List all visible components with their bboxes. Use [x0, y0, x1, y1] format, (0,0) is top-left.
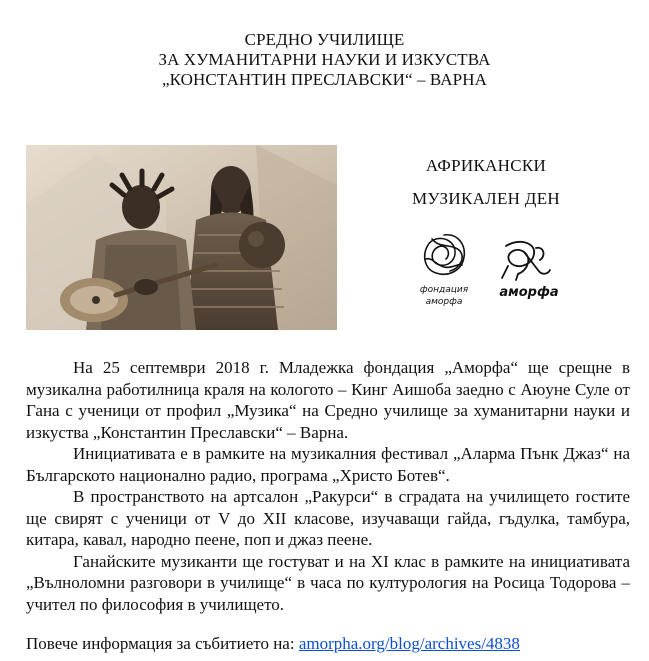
foundation-logo-text-2: аморфа	[425, 297, 463, 307]
more-info-line	[26, 634, 636, 654]
event-title-line-1: АФРИКАНСКИ	[425, 156, 547, 175]
more-info-label: Повече информация за събитието на:	[26, 634, 295, 653]
header-line-2: ЗА ХУМАНИТАРНИ НАУКИ И ИЗКУСТВА	[158, 50, 491, 69]
paragraph-4: Ганайските музиканти ще гостуват и на XI клас в рамките на инициативата „Вълноломни разговори в училище“ в часа по културология на Росица Тодорова – учител по философия в училището.	[26, 551, 630, 614]
header-line-3: „КОНСТАНТИН ПРЕСЛАВСКИ“ – ВАРНА	[162, 70, 487, 89]
amorpha-logo	[488, 236, 570, 302]
paragraph-3: В пространството на артсалон „Ракурси“ в сградата на училището гостите ще свирят с ученици от V до XII класове, изучаващи гайда, гъдулка, тамбура, китара, кавал, народно пеене, поп и джаз пеене.	[26, 487, 630, 549]
more-info-link[interactable]: amorpha.org/blog/archives/4838	[298, 634, 520, 653]
paragraph-2: Инициативата е в рамките на музикалния фестивал „Аларма Пънк Джаз“ на Българското национално радио, програма „Христо Ботев“.	[26, 444, 630, 485]
header-line-1: СРЕДНО УЧИЛИЩЕ	[244, 30, 405, 49]
foundation-logo-text-1: фондация	[419, 285, 469, 295]
musicians-photo	[26, 145, 337, 330]
event-title-line-2: МУЗИКАЛЕН ДЕН	[412, 189, 560, 208]
paragraph-1: На 25 септември 2018 г. Младежка фондация „Аморфа“ ще срещне в музикална работилница краля на кологото – Кинг Аишоба заедно с Аюуне Суле от Гана с ученици от профил „Музика“ на Средно училище за хуманитарни науки и изкуства „Константин Преславски“ – Варна.	[26, 358, 630, 442]
musicians-photo-illustration	[26, 145, 337, 330]
article-body	[26, 357, 630, 615]
amorpha-logo-text: аморфа	[499, 285, 559, 300]
foundation-amorpha-logo	[418, 229, 470, 309]
school-header	[0, 30, 649, 90]
